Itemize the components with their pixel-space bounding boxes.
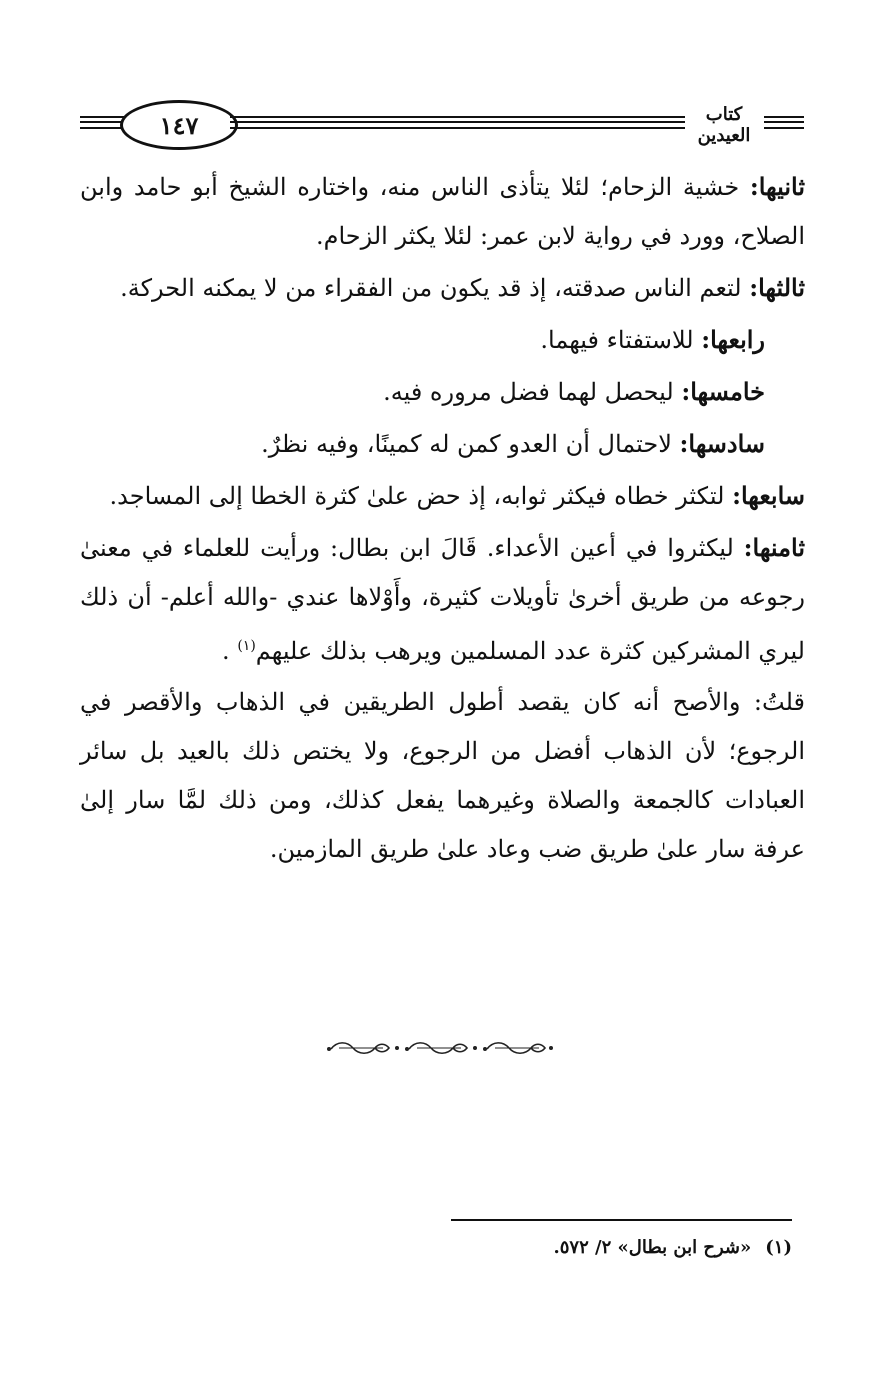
header-rule-right — [764, 116, 804, 129]
paragraph-text: للاستفتاء فيهما. — [540, 326, 702, 354]
paragraph-seventh — [80, 471, 805, 521]
running-title: كتاب العيدين — [697, 104, 751, 146]
page-header — [80, 98, 804, 152]
page-number: ١٤٧ — [120, 100, 238, 150]
paragraph-lead: ثالثها: — [749, 273, 805, 302]
paragraph-lead: خامسها: — [681, 377, 765, 406]
paragraph-fifth — [80, 367, 805, 417]
footnote-separator — [451, 1219, 792, 1221]
paragraph-text: لتكثر خطاه فيكثر ثوابه، إذ حض علىٰ كثرة الخطا إلى المساجد. — [109, 482, 733, 510]
paragraph-lead: ثانيها: — [749, 172, 806, 201]
paragraph-eighth — [80, 523, 805, 676]
paragraph-lead: سابعها: — [732, 481, 805, 510]
paragraph-tail: . — [222, 637, 238, 665]
paragraph-sixth — [80, 419, 805, 469]
paragraph-text: ليحصل لهما فضل مروره فيه. — [383, 378, 682, 406]
paragraph-lead: سادسها: — [679, 429, 765, 458]
footnote-reference[interactable]: (١) — [237, 638, 256, 654]
footnote — [400, 1233, 792, 1263]
paragraph-text: خشية الزحام؛ لئلا يتأذى الناس منه، واختاره الشيخ أبو حامد وابن الصلاح، وورد في رواية لابن عمر: لئلا يكثر الزحام. — [80, 173, 805, 250]
paragraph-text: ليكثروا في أعين الأعداء. قَالَ ابن بطال: ورأيت للعلماء في معنىٰ رجوعه من طريق أخرىٰ تأويلات كثيرة، وأَوْلاها عندي -والله أعلم- أن ذلك ليري المشركين كثرة عدد المسلمين ويرهب بذلك عليهم — [80, 534, 806, 665]
paragraph-fourth — [80, 315, 805, 365]
paragraph-text: قلتُ: والأصح أنه كان يقصد أطول الطريقين في الذهاب والأقصر في الرجوع؛ لأن الذهاب أفضل من الرجوع، ولا يختص ذلك بالعيد بل سائر العبادات كالجمعة والصلاة وغيرهما يفعل كذلك، ومن ذلك لمَّا سار إلىٰ عرفة سار علىٰ طريق ضب وعاد علىٰ طريق المازمين. — [80, 688, 805, 863]
body-text — [80, 162, 805, 876]
section-ornament — [325, 1037, 555, 1059]
paragraph-second — [80, 162, 805, 261]
header-rule-middle — [230, 116, 685, 129]
paragraph-author-note — [80, 678, 805, 874]
paragraph-text: لاحتمال أن العدو كمن له كمينًا، وفيه نظرٌ. — [261, 430, 680, 458]
paragraph-text: لتعم الناس صدقته، إذ قد يكون من الفقراء من لا يمكنه الحركة. — [120, 274, 750, 302]
footnote-mark: (١) — [765, 1237, 792, 1258]
paragraph-lead: ثامنها: — [743, 533, 805, 562]
footnote-text: «شرح ابن بطال» ٢/ ٥٧٢. — [553, 1237, 752, 1258]
paragraph-third — [80, 263, 805, 313]
paragraph-lead: رابعها: — [701, 325, 765, 354]
